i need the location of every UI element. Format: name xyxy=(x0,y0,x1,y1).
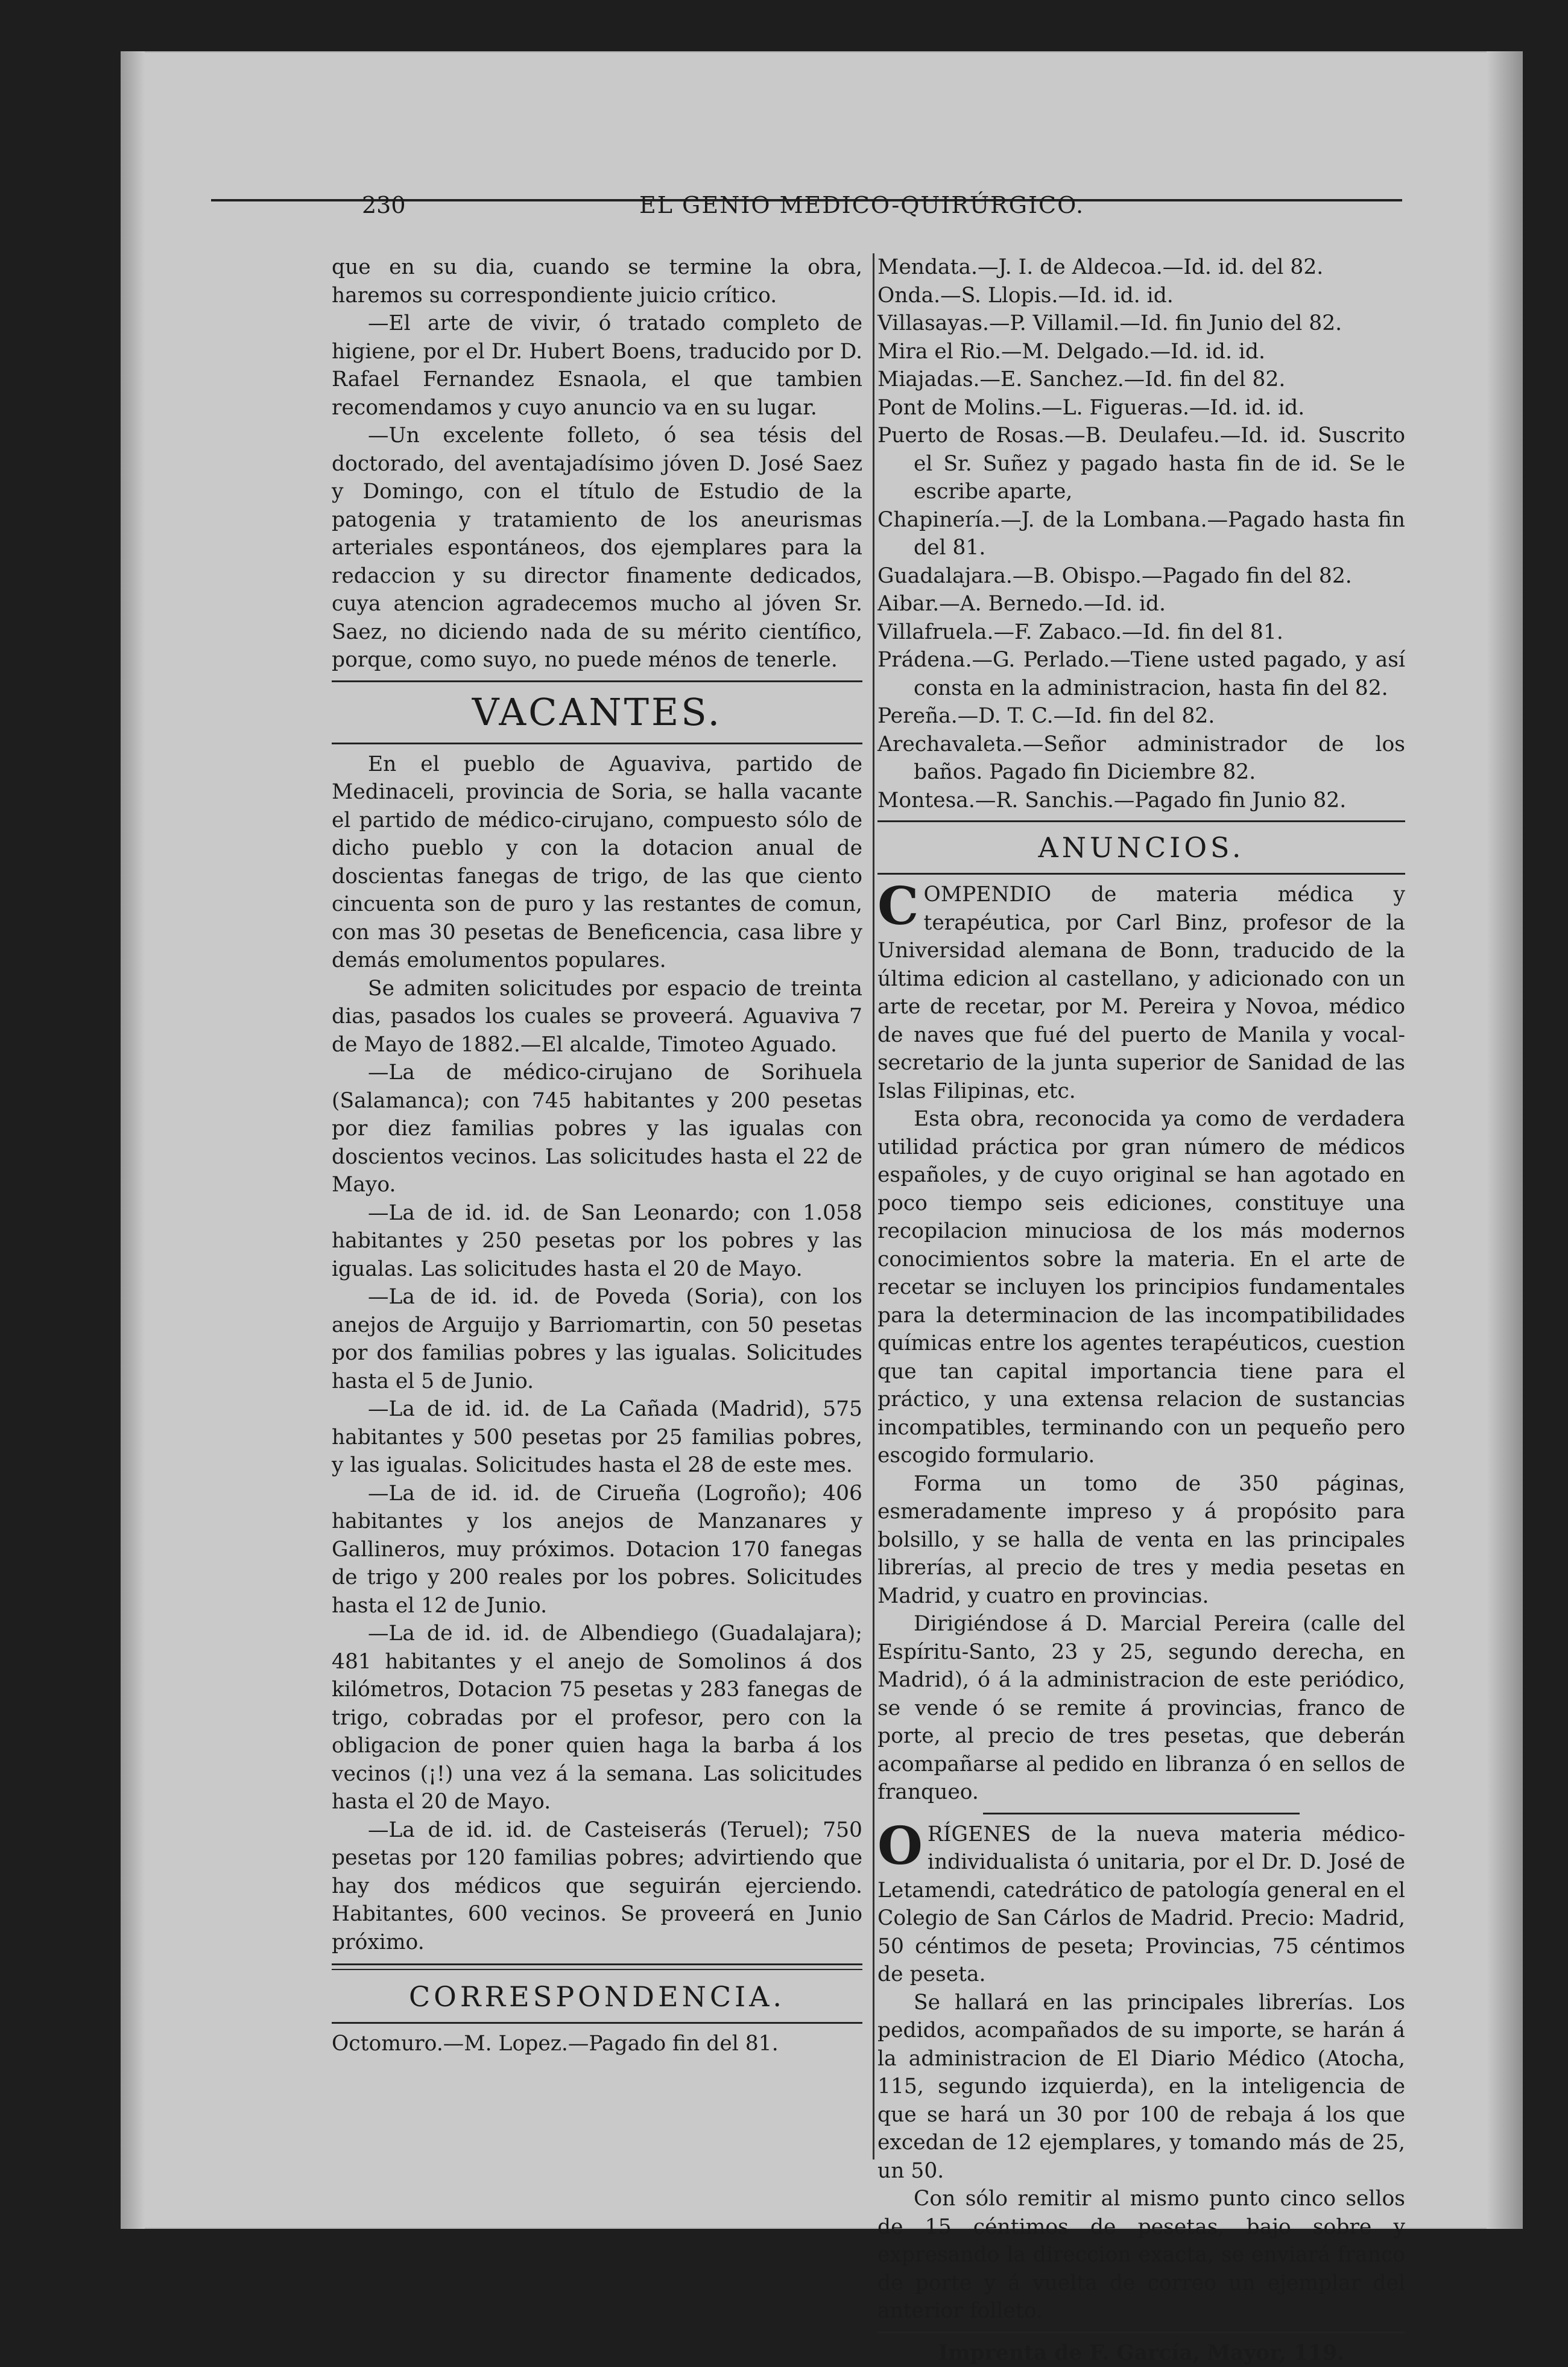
advert-paragraph: Con sólo remitir al mismo punto cinco sellos de 15 céntimos de pesetas, bajo sobre y expresando la direccion exacta, se enviará franco de porte y á vuelta de correo un ejemplar del anterior folleto. xyxy=(877,2185,1405,2325)
advert-paragraph xyxy=(877,881,1405,1105)
column-divider xyxy=(873,253,874,2159)
advert-paragraph: Se hallará en las principales librerías. Los pedidos, acompañados de su importe, se harán á la administracion de El Diario Médico (Atocha, 115, segundo izquierda), en la inteligencia de que se hará un 30 por 100 de rebaja á los que excedan de 12 ejemplares, y tomando más de 25, un 50. xyxy=(877,1989,1405,2185)
paragraph: —Un excelente folleto, ó sea tésis del doctorado, del aventajadísimo jóven D. José Saez y Domingo, con el título de Estudio de la patogenia y tratamiento de los aneurismas arteriales espontáneos, dos ejemplares para la redaccion y su director finamente dedicados, cuya atencion agradecemos mucho al jóven Sr. Saez, no diciendo nada de su mérito científico, porque, como suyo, no puede ménos de tenerle. xyxy=(332,422,862,674)
section-rule xyxy=(877,873,1405,875)
correspondence-entry: Onda.—S. Llopis.—Id. id. id. xyxy=(877,282,1405,310)
vacancy-paragraph: —La de id. id. de Casteiserás (Teruel); 750 pesetas por 120 familias pobres; advirtiendo que hay dos médicos que seguirán ejerciendo. Habitantes, 600 vecinos. Se proveerá en Junio próximo. xyxy=(332,1816,862,1957)
page-edge-shadow xyxy=(1487,51,1523,2229)
correspondence-entry: Pont de Molins.—L. Figueras.—Id. id. id. xyxy=(877,394,1405,422)
section-rule xyxy=(332,2022,862,2024)
correspondence-entry: Miajadas.—E. Sanchez.—Id. fin del 82. xyxy=(877,366,1405,394)
section-rule xyxy=(877,820,1405,822)
correspondence-entry: Montesa.—R. Sanchis.—Pagado fin Junio 82. xyxy=(877,787,1405,815)
advert-text: RÍGENES de la nueva materia médico-individualista ó unitaria, por el Dr. D. José de Letamendi, catedrático de patología general en el Colegio de San Cárlos de Madrid. Precio: Madrid, 50 céntimos de peseta; Provincias, 75 céntimos de peseta. xyxy=(877,1822,1405,1987)
correspondence-entry: Puerto de Rosas.—B. Deulafeu.—Id. id. Suscrito el Sr. Suñez y pagado hasta fin de id. Se le escribe aparte, xyxy=(877,422,1405,506)
section-double-rule xyxy=(332,1963,862,1970)
correspondence-entry: Aibar.—A. Bernedo.—Id. id. xyxy=(877,590,1405,618)
advert-paragraph: Esta obra, reconocida ya como de verdadera utilidad práctica por gran número de médicos españoles, y de cuyo original se han agotado en poco tiempo seis ediciones, constituye una recopilacion minuciosa de los más modernos conocimientos sobre la materia. En el arte de recetar se incluyen los principios fundamentales para la determinacion de las incompatibilidades químicas entre los agentes terapéuticos, cuestion que tan capital importancia tiene para el práctico, y una extensa relacion de sustancias incompatibles, terminando con un pequeño pero escogido formulario. xyxy=(877,1105,1405,1470)
correspondence-entry: Octomuro.—M. Lopez.—Pagado fin del 81. xyxy=(332,2030,862,2058)
paragraph: —El arte de vivir, ó tratado completo de higiene, por el Dr. Hubert Boens, traducido por D. Rafael Fernandez Esnaola, el que tambien recomendamos y cuyo anuncio va en su lugar. xyxy=(332,309,862,422)
book-spine-shadow xyxy=(121,51,145,2229)
vacancy-paragraph: —La de id. id. de Cirueña (Logroño); 406 habitantes y los anejos de Manzanares y Gallineros, muy próximos. Dotacion 170 fanegas de trigo y 200 reales por los pobres. Solicitudes hasta el 12 de Junio. xyxy=(332,1480,862,1620)
section-title-correspondencia: CORRESPONDENCIA. xyxy=(332,1977,862,2016)
correspondence-entry: Prádena.—G. Perlado.—Tiene usted pagado, y así consta en la administracion, hasta fin del 82. xyxy=(877,646,1405,702)
section-title-vacantes: VACANTES. xyxy=(332,688,862,737)
section-title-anuncios: ANUNCIOS. xyxy=(877,828,1405,867)
vacancy-paragraph: —La de id. id. de Poveda (Soria), con los anejos de Arguijo y Barriomartin, con 50 pesetas por dos familias pobres y las igualas. Solicitudes hasta el 5 de Junio. xyxy=(332,1283,862,1395)
vacancy-paragraph: —La de id. id. de San Leonardo; con 1.058 habitantes y 250 pesetas por los pobres y las igualas. Las solicitudes hasta el 20 de Mayo. xyxy=(332,1199,862,1284)
vacancy-paragraph: —La de id. id. de La Cañada (Madrid), 575 habitantes y 500 pesetas por 25 familias pobres, y las igualas. Solicitudes hasta el 28 de este mes. xyxy=(332,1395,862,1480)
drop-cap: O xyxy=(877,1824,923,1869)
drop-cap: C xyxy=(877,884,918,929)
correspondence-entry: Chapinería.—J. de la Lombana.—Pagado hasta fin del 81. xyxy=(877,506,1405,562)
correspondence-entry: Guadalajara.—B. Obispo.—Pagado fin del 82. xyxy=(877,562,1405,591)
advert-paragraph: Forma un tomo de 350 páginas, esmeradamente impreso y á propósito para bolsillo, y se halla de venta en las principales librerías, al precio de tres y media pesetas en Madrid, y cuatro en provincias. xyxy=(877,1470,1405,1611)
vacancy-paragraph: En el pueblo de Aguaviva, partido de Medinaceli, provincia de Soria, se halla vacante el partido de médico-cirujano, compuesto sólo de dicho pueblo y con la dotacion anual de doscientas fanegas de trigo, de las que ciento cincuenta son de puro y las restantes de comun, con mas 30 pesetas de Beneficencia, casa libre y demás emolumentos populares. xyxy=(332,750,862,975)
footer-rule xyxy=(877,2331,1405,2333)
correspondence-entry: Mira el Rio.—M. Delgado.—Id. id. id. xyxy=(877,338,1405,366)
advert-rule xyxy=(983,1813,1300,1814)
correspondence-entry: Arechavaleta.—Señor administrador de los baños. Pagado fin Diciembre 82. xyxy=(877,730,1405,787)
section-rule xyxy=(332,743,862,744)
running-title: EL GENIO MEDICO-QUIRÚRGICO. xyxy=(639,192,1084,218)
vacancy-paragraph: —La de médico-cirujano de Sorihuela (Salamanca); con 745 habitantes y 200 pesetas por diez familias pobres y las igualas con doscientos vecinos. Las solicitudes hasta el 22 de Mayo. xyxy=(332,1059,862,1199)
page-number: 230 xyxy=(362,192,406,218)
advert-paragraph: Dirigiéndose á D. Marcial Pereira (calle del Espíritu-Santo, 23 y 25, segundo derecha, en Madrid), ó á la administracion de este periódico, se vende ó se remite á provincias, franco de porte, al precio de tres pesetas, que deberán acompañarse al pedido en libranza ó en sellos de franqueo. xyxy=(877,1610,1405,1807)
printer-imprint: Imprenta de F. García, Mayor, 119. xyxy=(877,2339,1405,2367)
right-column xyxy=(877,253,1405,2367)
vacancy-paragraph: Se admiten solicitudes por espacio de treinta dias, pasados los cuales se proveerá. Aguaviva 7 de Mayo de 1882.—El alcalde, Timoteo Aguado. xyxy=(332,975,862,1059)
correspondence-entry: Villasayas.—P. Villamil.—Id. fin Junio del 82. xyxy=(877,309,1405,338)
advert-paragraph xyxy=(877,1820,1405,1989)
paragraph: que en su dia, cuando se termine la obra, haremos su correspondiente juicio crítico. xyxy=(332,253,862,309)
advert-text: OMPENDIO de materia médica y terapéutica, por Carl Binz, profesor de la Universidad alemana de Bonn, traducido de la última edicion al castellano, y adicionado con un arte de recetar, por M. Pereira y Novoa, médico de naves que fué del puerto de Manila y vocal-secretario de la junta superior de Sanidad de las Islas Filipinas, etc. xyxy=(877,882,1405,1103)
left-column xyxy=(332,253,862,2058)
vacancy-paragraph: —La de id. id. de Albendiego (Guadalajara); 481 habitantes y el anejo de Somolinos á dos kilómetros, Dotacion 75 pesetas y 283 fanegas de trigo, cobradas por el profesor, pero con la obligacion de poner quien haga la barba á los vecinos (¡!) una vez á la semana. Las solicitudes hasta el 20 de Mayo. xyxy=(332,1620,862,1816)
correspondence-entry: Mendata.—J. I. de Aldecoa.—Id. id. del 82. xyxy=(877,253,1405,282)
correspondence-entry: Pereña.—D. T. C.—Id. fin del 82. xyxy=(877,702,1405,730)
section-rule xyxy=(332,680,862,682)
correspondence-entry: Villafruela.—F. Zabaco.—Id. fin del 81. xyxy=(877,618,1405,647)
